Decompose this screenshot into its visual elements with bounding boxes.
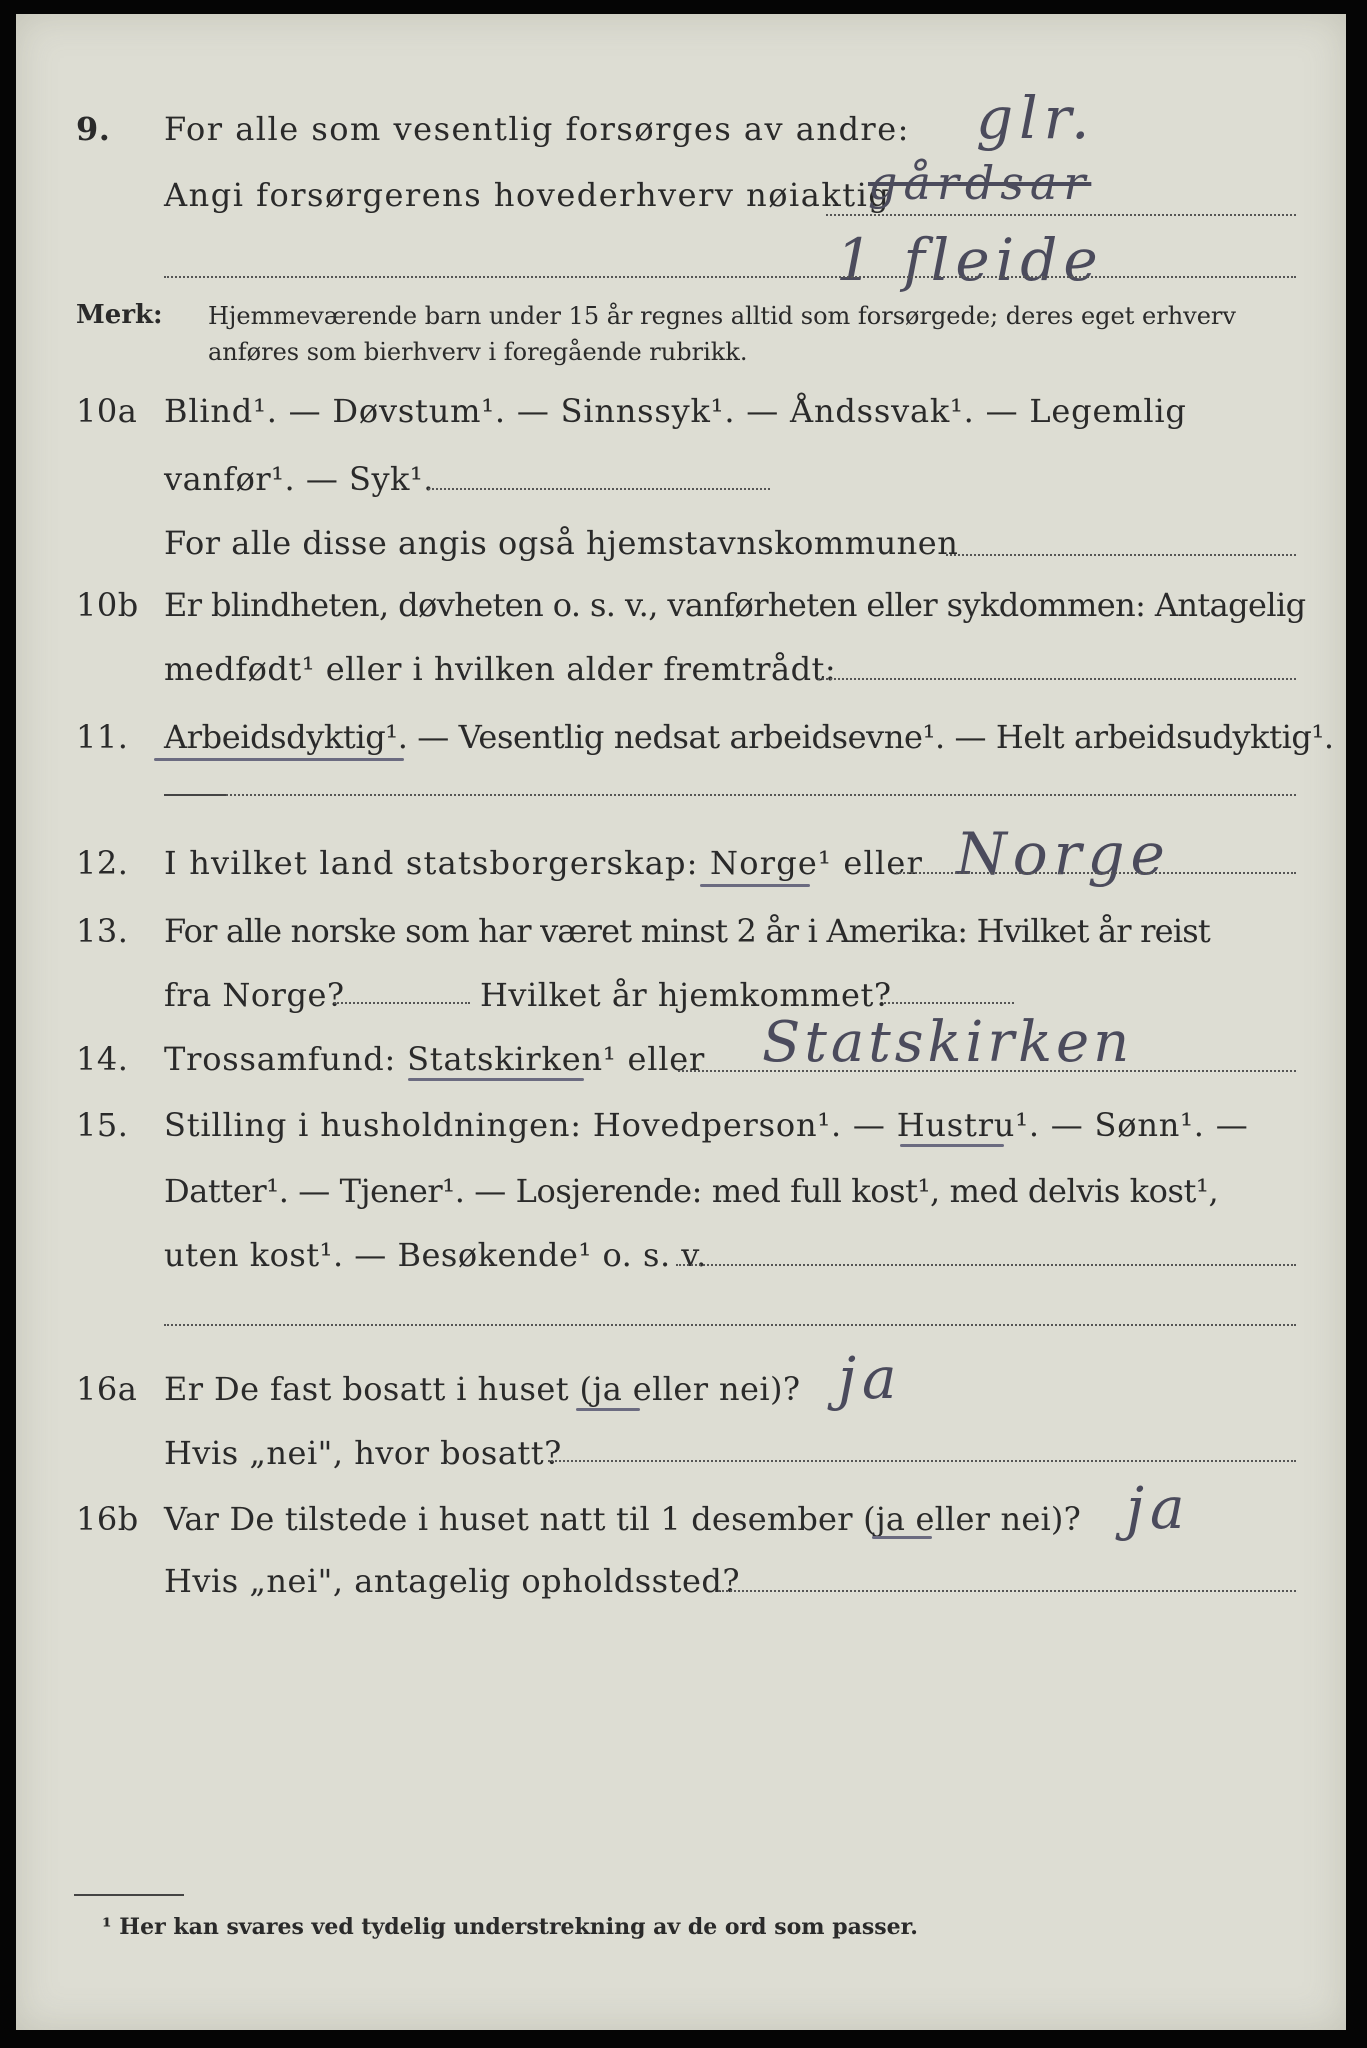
merk-label: Merk: [76, 300, 163, 330]
q11-text1: Arbeidsdyktig¹. — Vesentlig nedsat arbeidsevne¹. — Helt arbeidsudyktig¹. [164, 718, 1334, 756]
q10b-text2: medfødt¹ eller i hvilken alder fremtrådt: [164, 650, 837, 688]
q16a-number: 16a [76, 1370, 138, 1408]
q9-text2: Angi forsørgerens hovederhverv nøiaktig [164, 176, 891, 214]
q10b-dotted-line [818, 678, 1296, 680]
q14-answer: Statskirken [762, 1010, 1134, 1075]
q13-dotted-line-1 [334, 1002, 470, 1004]
q9-dotted-line-2 [164, 276, 1296, 278]
q16b-dotted-line [718, 1590, 1296, 1592]
q15-dotted-line-1 [676, 1264, 1296, 1266]
q13-number: 13. [76, 912, 129, 950]
q16a-dotted-line [548, 1460, 1296, 1462]
q12-text1: I hvilket land statsborgerskap: Norge¹ eller [164, 844, 924, 882]
q10a-dotted-line-2 [946, 554, 1296, 556]
merk-text-2: anføres som bierhverv i foregående rubrikk. [208, 338, 748, 366]
q12-answer-underline [700, 884, 810, 887]
q15-answer-underline [900, 1144, 1004, 1147]
q11-number: 11. [76, 718, 129, 756]
q10a-number: 10a [76, 392, 138, 430]
q16a-answer-underline [576, 1408, 640, 1411]
q9-number: 9. [76, 110, 111, 148]
q9-answer-3: 1 fleide [836, 226, 1104, 294]
q15-text1: Stilling i husholdningen: Hovedperson¹. — Hustru¹. — Sønn¹. — [164, 1106, 1249, 1144]
q15-text3: uten kost¹. — Besøkende¹ o. s. v. [164, 1236, 707, 1274]
q10a-dotted-line-1 [428, 488, 770, 490]
q13-text1: For alle norske som har været minst 2 år i Amerika: Hvilket år reist [164, 912, 1210, 950]
q15-text2: Datter¹. — Tjener¹. — Losjerende: med full kost¹, med delvis kost¹, [164, 1172, 1219, 1210]
q14-dotted-line [678, 1070, 1296, 1072]
q11-line-start [164, 794, 226, 796]
q13-text2b: Hvilket år hjemkommet? [480, 976, 892, 1014]
q13-text2a: fra Norge? [164, 976, 345, 1014]
q9-dotted-line-1 [826, 214, 1296, 216]
footnote-rule [74, 1894, 184, 1896]
q16b-number: 16b [76, 1500, 139, 1538]
q10a-text2: vanfør¹. — Syk¹. [164, 460, 434, 498]
q12-answer: Norge [956, 820, 1171, 888]
q15-dotted-line-2 [164, 1324, 1296, 1326]
census-form-page [16, 14, 1346, 2030]
q10b-number: 10b [76, 586, 139, 624]
q9-answer-2: gårdsar [868, 156, 1092, 210]
q16b-text1: Var De tilstede i huset natt til 1 desember (ja eller nei)? [164, 1500, 1081, 1538]
q15-number: 15. [76, 1106, 129, 1144]
q12-dotted-line [896, 872, 1296, 874]
q11-answer-underline [154, 758, 404, 761]
q14-number: 14. [76, 1040, 129, 1078]
q16a-answer: ja [838, 1344, 903, 1412]
q14-answer-underline [408, 1078, 584, 1081]
q10a-text3: For alle disse angis også hjemstavnskommunen [164, 524, 959, 562]
q16a-text1: Er De fast bosatt i huset (ja eller nei)? [164, 1370, 801, 1408]
q10b-text1: Er blindheten, døvheten o. s. v., vanførheten eller sykdommen: Antagelig [164, 586, 1306, 624]
q16a-text2: Hvis „nei", hvor bosatt? [164, 1434, 562, 1472]
q9-text1: For alle som vesentlig forsørges av andre: [164, 110, 910, 148]
footnote: ¹ Her kan svares ved tydelig understrekning av de ord som passer. [102, 1914, 918, 1940]
q10a-text1: Blind¹. — Døvstum¹. — Sinnssyk¹. — Åndssvak¹. — Legemlig [164, 392, 1187, 430]
q12-number: 12. [76, 844, 129, 882]
q16b-answer-underline [872, 1536, 932, 1539]
q14-text1: Trossamfund: Statskirken¹ eller [164, 1040, 706, 1078]
q16b-text2: Hvis „nei", antagelig opholdssted? [164, 1562, 741, 1600]
q11-dotted-line [226, 794, 1296, 796]
q16b-answer: ja [1126, 1474, 1191, 1542]
merk-text-1: Hjemmeværende barn under 15 år regnes alltid som forsørgede; deres eget erhverv [208, 302, 1236, 330]
q9-answer-1: glr. [976, 84, 1096, 152]
q13-dotted-line-2 [884, 1002, 1014, 1004]
